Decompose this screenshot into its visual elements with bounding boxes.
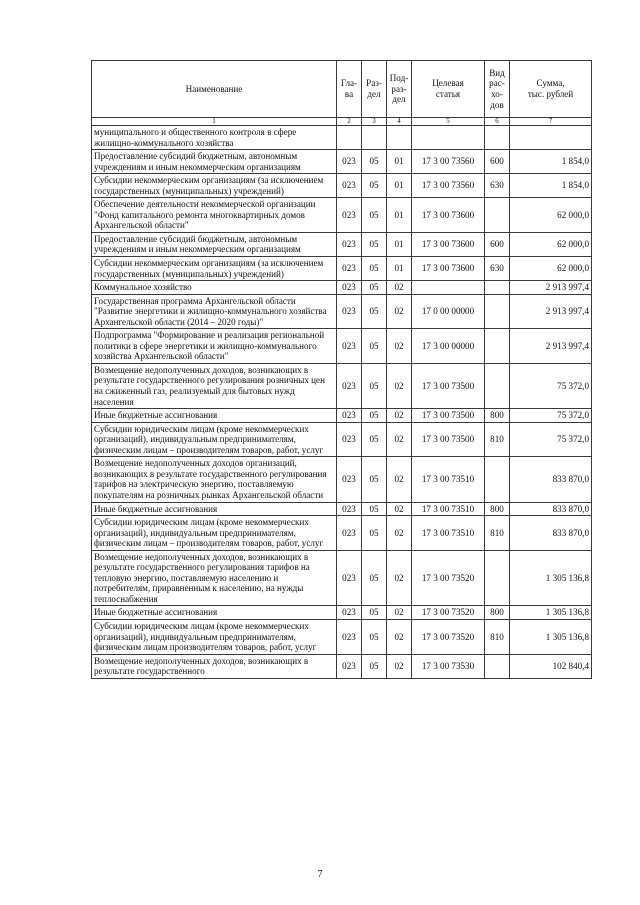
cell-target: 17 3 00 73560: [412, 150, 485, 174]
cell-podrazdel: 01: [387, 198, 412, 233]
cell-name: Предоставление субсидий бюджетным, автономным учреждениям и иным некоммерческим организациям: [92, 150, 337, 174]
cell-vid: 810: [485, 422, 510, 457]
cell-podrazdel: 01: [387, 232, 412, 256]
cell-name: Государственная программа Архангельской области "Развитие энергетики и жилищно-коммунального хозяйства Архангельской области (2014 – 2020 годы)": [92, 294, 337, 329]
cell-vid: [485, 457, 510, 502]
cell-name: Возмещение недополученных доходов, возникающих в результате государственного регулирования розничных цен на сжиженный газ, реализуемый для бытовых нужд населения: [92, 363, 337, 408]
cell-glava: 023: [337, 232, 362, 256]
cell-podrazdel: 02: [387, 294, 412, 329]
table-row: [92, 232, 592, 256]
cell-name: Иные бюджетные ассигнования: [92, 606, 337, 620]
cell-glava: 023: [337, 294, 362, 329]
cell-target: 17 3 00 73530: [412, 654, 485, 678]
cell-vid: 800: [485, 502, 510, 516]
cell-target: 17 3 00 73500: [412, 422, 485, 457]
cell-name: Возмещение недополученных доходов, возникающих в результате государственного: [92, 654, 337, 678]
cell-vid: [485, 363, 510, 408]
cell-target: 17 3 00 73520: [412, 619, 485, 654]
cell-sum: 833 870,0: [510, 457, 592, 502]
cell-target: 17 3 00 73520: [412, 606, 485, 620]
column-number: 6: [485, 118, 510, 126]
table-row: [92, 516, 592, 551]
table-row: [92, 619, 592, 654]
cell-podrazdel: 02: [387, 550, 412, 606]
cell-name: Возмещение недополученных доходов организаций, возникающих в результате государственного регулирования тарифов на электрическую энергию, поставляемую покупателям на розничных рынках Архангельской области: [92, 457, 337, 502]
cell-podrazdel: 02: [387, 363, 412, 408]
cell-vid: 630: [485, 257, 510, 281]
cell-sum: 62 000,0: [510, 232, 592, 256]
column-number: 2: [337, 118, 362, 126]
cell-razdel: 05: [362, 329, 387, 364]
table-row: [92, 654, 592, 678]
cell-name: Иные бюджетные ассигнования: [92, 409, 337, 423]
cell-podrazdel: 02: [387, 409, 412, 423]
cell-glava: 023: [337, 409, 362, 423]
table-row: [92, 457, 592, 502]
cell-sum: 1 305 136,8: [510, 606, 592, 620]
column-number: 4: [387, 118, 412, 126]
cell-name: Субсидии некоммерческим организациям (за исключением государственных (муниципальных) учреждений): [92, 174, 337, 198]
cell-sum: 833 870,0: [510, 502, 592, 516]
cell-glava: 023: [337, 457, 362, 502]
cell-podrazdel: 02: [387, 281, 412, 295]
header-target: Целевая статья: [412, 61, 485, 118]
cell-name: Субсидии юридическим лицам (кроме некоммерческих организаций), индивидуальным предпринимателям, физическим лицам – производителям товаров, работ, услуг: [92, 422, 337, 457]
cell-glava: [337, 126, 362, 150]
cell-podrazdel: 02: [387, 329, 412, 364]
cell-target: 17 3 00 00000: [412, 329, 485, 364]
cell-razdel: 05: [362, 550, 387, 606]
table-row: [92, 294, 592, 329]
cell-glava: 023: [337, 174, 362, 198]
table-row: [92, 198, 592, 233]
table-row: [92, 329, 592, 364]
cell-name: Коммунальное хозяйство: [92, 281, 337, 295]
cell-sum: [510, 126, 592, 150]
cell-sum: 1 854,0: [510, 174, 592, 198]
table-row: [92, 281, 592, 295]
cell-sum: 2 913 997,4: [510, 294, 592, 329]
budget-table: [91, 60, 592, 679]
cell-razdel: 05: [362, 150, 387, 174]
cell-target: 17 3 00 73600: [412, 257, 485, 281]
cell-target: [412, 126, 485, 150]
cell-sum: 75 372,0: [510, 363, 592, 408]
cell-sum: 75 372,0: [510, 422, 592, 457]
table-row: [92, 502, 592, 516]
cell-sum: 2 913 997,4: [510, 329, 592, 364]
cell-podrazdel: 02: [387, 502, 412, 516]
cell-podrazdel: 02: [387, 422, 412, 457]
cell-vid: 810: [485, 619, 510, 654]
cell-razdel: 05: [362, 409, 387, 423]
cell-sum: 1 305 136,8: [510, 619, 592, 654]
column-number: 5: [412, 118, 485, 126]
cell-name: Иные бюджетные ассигнования: [92, 502, 337, 516]
cell-razdel: 05: [362, 281, 387, 295]
cell-target: 17 3 00 73520: [412, 550, 485, 606]
cell-sum: 102 840,4: [510, 654, 592, 678]
cell-glava: 023: [337, 329, 362, 364]
table-header: [92, 61, 592, 126]
cell-razdel: 05: [362, 363, 387, 408]
cell-vid: [485, 126, 510, 150]
cell-podrazdel: 02: [387, 654, 412, 678]
cell-glava: 023: [337, 606, 362, 620]
cell-razdel: 05: [362, 198, 387, 233]
cell-target: 17 0 00 00000: [412, 294, 485, 329]
cell-sum: 75 372,0: [510, 409, 592, 423]
table-row: [92, 150, 592, 174]
cell-razdel: 05: [362, 257, 387, 281]
table-row: [92, 363, 592, 408]
table-row: [92, 257, 592, 281]
cell-podrazdel: 02: [387, 516, 412, 551]
cell-vid: [485, 329, 510, 364]
table-row: [92, 174, 592, 198]
cell-podrazdel: 01: [387, 174, 412, 198]
cell-vid: 800: [485, 409, 510, 423]
cell-vid: 600: [485, 232, 510, 256]
cell-glava: 023: [337, 654, 362, 678]
cell-podrazdel: 01: [387, 257, 412, 281]
cell-glava: 023: [337, 150, 362, 174]
cell-razdel: 05: [362, 457, 387, 502]
cell-target: 17 3 00 73560: [412, 174, 485, 198]
header-name: Наименование: [92, 61, 337, 118]
page-number: 7: [317, 869, 323, 880]
cell-glava: 023: [337, 619, 362, 654]
cell-glava: 023: [337, 257, 362, 281]
cell-target: 17 3 00 73600: [412, 232, 485, 256]
cell-razdel: 05: [362, 654, 387, 678]
cell-name: Подпрограмма "Формирование и реализация региональной политики в сфере энергетики и жилищно-коммунального хозяйства Архангельской области": [92, 329, 337, 364]
column-number: 1: [92, 118, 337, 126]
cell-name: Субсидии юридическим лицам (кроме некоммерческих организаций), индивидуальным предпринимателям, физическим лицам производителям товаров, работ, услуг: [92, 619, 337, 654]
cell-name: Возмещение недополученных доходов, возникающих в результате государственного регулирования тарифов на тепловую энергию, поставляемую населению и потребителям, приравненным к населению, на нужды теплоснабжения: [92, 550, 337, 606]
cell-sum: 62 000,0: [510, 198, 592, 233]
cell-sum: 2 913 997,4: [510, 281, 592, 295]
table-row: [92, 422, 592, 457]
cell-target: 17 3 00 73510: [412, 516, 485, 551]
header-vid: Вид рас- хо- дов: [485, 61, 510, 118]
cell-vid: [485, 550, 510, 606]
header-razdel: Раз- дел: [362, 61, 387, 118]
table-body: [92, 126, 592, 679]
cell-razdel: [362, 126, 387, 150]
cell-target: 17 3 00 73510: [412, 502, 485, 516]
column-number: 3: [362, 118, 387, 126]
cell-vid: [485, 654, 510, 678]
cell-glava: 023: [337, 281, 362, 295]
cell-target: 17 3 00 73510: [412, 457, 485, 502]
table-row: [92, 550, 592, 606]
cell-sum: 1 854,0: [510, 150, 592, 174]
cell-razdel: 05: [362, 502, 387, 516]
table-row: [92, 606, 592, 620]
cell-sum: 62 000,0: [510, 257, 592, 281]
cell-podrazdel: [387, 126, 412, 150]
cell-vid: 630: [485, 174, 510, 198]
cell-target: 17 3 00 73500: [412, 409, 485, 423]
cell-razdel: 05: [362, 294, 387, 329]
cell-razdel: 05: [362, 606, 387, 620]
cell-vid: 810: [485, 516, 510, 551]
cell-name: Субсидии юридическим лицам (кроме некоммерческих организаций), индивидуальным предпринимателям, физическим лицам – производителям товаров, работ, услуг: [92, 516, 337, 551]
cell-podrazdel: 02: [387, 619, 412, 654]
cell-name: муниципального и общественного контроля в сфере жилищно-коммунального хозяйства: [92, 126, 337, 150]
cell-razdel: 05: [362, 619, 387, 654]
cell-target: 17 3 00 73500: [412, 363, 485, 408]
cell-sum: 1 305 136,8: [510, 550, 592, 606]
cell-vid: 800: [485, 606, 510, 620]
cell-glava: 023: [337, 363, 362, 408]
cell-sum: 833 870,0: [510, 516, 592, 551]
header-sum: Сумма, тыс. рублей: [510, 61, 592, 118]
cell-glava: 023: [337, 198, 362, 233]
cell-name: Обеспечение деятельности некоммерческой организации "Фонд капитального ремонта многоквартирных домов Архангельской области": [92, 198, 337, 233]
header-glava: Гла- ва: [337, 61, 362, 118]
cell-glava: 023: [337, 502, 362, 516]
table-row: [92, 409, 592, 423]
cell-target: 17 3 00 73600: [412, 198, 485, 233]
cell-name: Субсидии некоммерческим организациям (за исключением государственных (муниципальных) учреждений): [92, 257, 337, 281]
cell-name: Предоставление субсидий бюджетным, автономным учреждениям и иным некоммерческим организациям: [92, 232, 337, 256]
cell-target: [412, 281, 485, 295]
cell-glava: 023: [337, 550, 362, 606]
table-row: [92, 126, 592, 150]
cell-podrazdel: 01: [387, 150, 412, 174]
cell-razdel: 05: [362, 174, 387, 198]
cell-glava: 023: [337, 516, 362, 551]
header-podrazdel: Под- раз- дел: [387, 61, 412, 118]
cell-vid: 600: [485, 150, 510, 174]
cell-razdel: 05: [362, 232, 387, 256]
cell-vid: [485, 294, 510, 329]
cell-razdel: 05: [362, 422, 387, 457]
cell-podrazdel: 02: [387, 606, 412, 620]
cell-razdel: 05: [362, 516, 387, 551]
cell-podrazdel: 02: [387, 457, 412, 502]
cell-glava: 023: [337, 422, 362, 457]
column-number: 7: [510, 118, 592, 126]
cell-vid: [485, 198, 510, 233]
cell-vid: [485, 281, 510, 295]
